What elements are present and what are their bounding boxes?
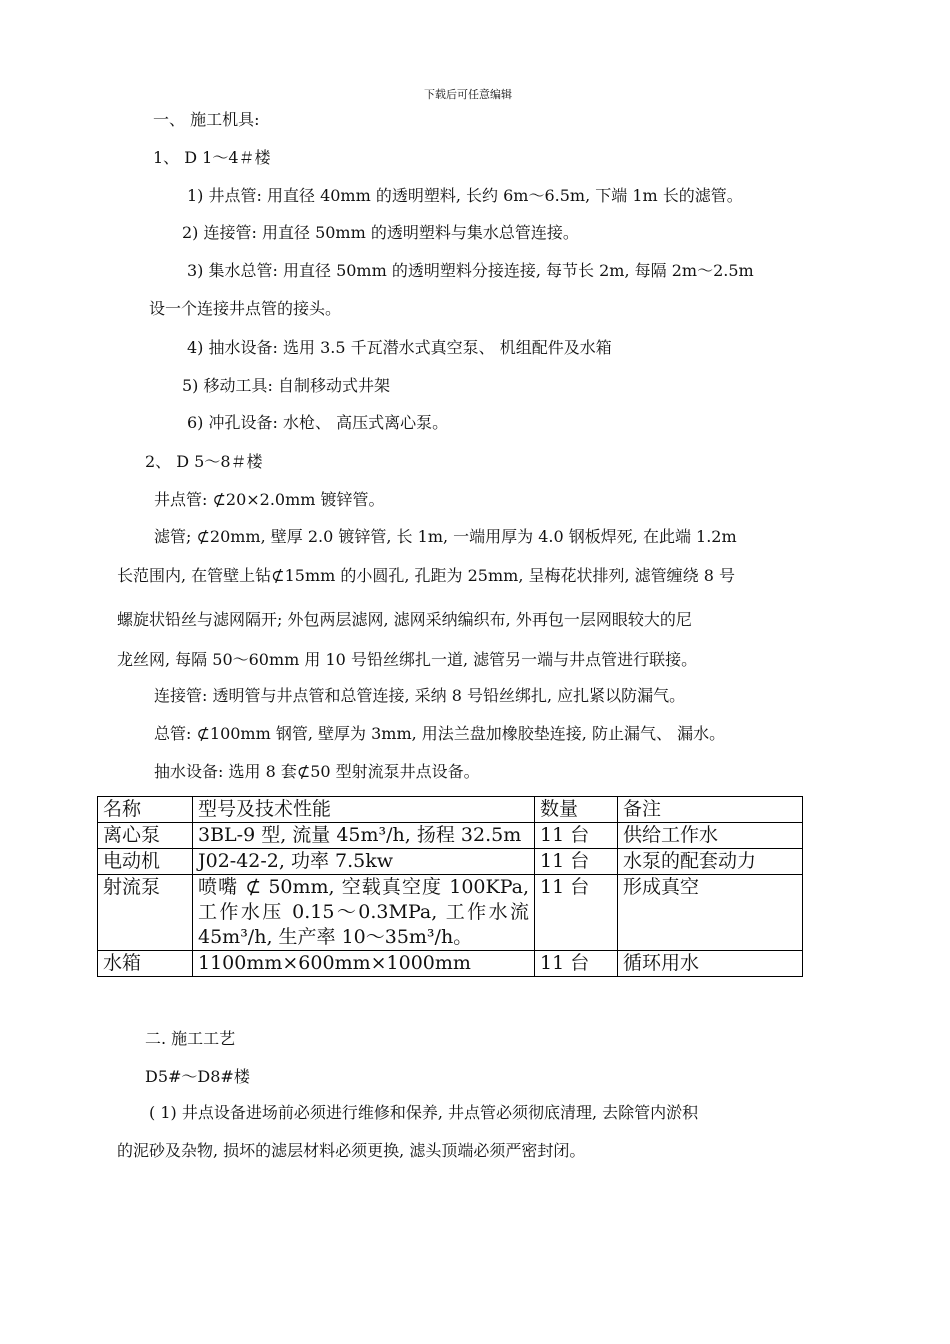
table-cell: J02-42-2, 功率 7.5kw: [193, 849, 535, 875]
table-header-cell: 名称: [98, 797, 193, 823]
paragraph-line: 6) 冲孔设备: 水枪、 高压式离心泵。: [187, 413, 449, 432]
paragraph-line: 井点管: ⊄20×2.0mm 镀锌管。: [154, 490, 385, 509]
table-cell: 11 台: [535, 875, 618, 951]
page-header: 下载后可任意编辑: [424, 88, 512, 101]
table-cell: 11 台: [535, 849, 618, 875]
paragraph-line: 4) 抽水设备: 选用 3.5 千瓦潜水式真空泵、 机组配件及水箱: [187, 338, 612, 357]
table-cell: 循环用水: [618, 951, 803, 977]
table-cell: 射流泵: [98, 875, 193, 951]
table-cell: 水泵的配套动力: [618, 849, 803, 875]
paragraph-line: 螺旋状铅丝与滤网隔开; 外包两层滤网, 滤网采纳编织布, 外再包一层网眼较大的尼: [117, 610, 692, 629]
paragraph-line: 连接管: 透明管与井点管和总管连接, 采纳 8 号铅丝绑扎, 应扎紧以防漏气。: [154, 686, 686, 705]
paragraph-line: 龙丝网, 每隔 50～60mm 用 10 号铅丝绑扎一道, 滤管另一端与井点管进行联接。: [117, 650, 698, 669]
paragraph-line: 设一个连接井点管的接头。: [149, 299, 342, 318]
table-cell: 11 台: [535, 951, 618, 977]
table-cell: 3BL-9 型, 流量 45m³/h, 扬程 32.5m: [193, 823, 535, 849]
table-header-cell: 备注: [618, 797, 803, 823]
section-heading: 一、 施工机具:: [153, 110, 260, 129]
paragraph-line: 的泥砂及杂物, 损坏的滤层材料必须更换, 滤头顶端必须严密封闭。: [117, 1141, 586, 1160]
table-header-cell: 数量: [535, 797, 618, 823]
paragraph-line: 2) 连接管: 用直径 50mm 的透明塑料与集水总管连接。: [182, 223, 579, 242]
subsection-heading: 1、 D 1～4＃楼: [153, 148, 271, 167]
paragraph-line: 5) 移动工具: 自制移动式井架: [182, 376, 390, 395]
table-cell: 离心泵: [98, 823, 193, 849]
table-cell: 水箱: [98, 951, 193, 977]
table-cell: 喷嘴 ⊄ 50mm, 空载真空度 100KPa, 工作水压 0.15～0.3MPa, 工作水流 45m³/h, 生产率 10～35m³/h。: [193, 875, 535, 951]
table-cell: 电动机: [98, 849, 193, 875]
table-row: [98, 951, 803, 977]
paragraph-line: 抽水设备: 选用 8 套⊄50 型射流泵井点设备。: [154, 762, 480, 781]
table-header-row: [98, 797, 803, 823]
table-header-cell: 型号及技术性能: [193, 797, 535, 823]
subsection-heading: 2、 D 5～8＃楼: [145, 452, 263, 471]
paragraph-line: 1) 井点管: 用直径 40mm 的透明塑料, 长约 6m～6.5m, 下端 1m 长的滤管。: [187, 186, 743, 205]
table-row: [98, 875, 803, 951]
table-cell: 供给工作水: [618, 823, 803, 849]
table-row: [98, 849, 803, 875]
subsection-heading: D5#～D8#楼: [145, 1067, 250, 1086]
table-cell: 形成真空: [618, 875, 803, 951]
table-row: [98, 823, 803, 849]
paragraph-line: 长范围内, 在管壁上钻⊄15mm 的小圆孔, 孔距为 25mm, 呈梅花状排列, 滤管缠绕 8 号: [117, 566, 736, 585]
table-cell: 1100mm×600mm×1000mm: [193, 951, 535, 977]
equipment-table: [97, 796, 803, 977]
paragraph-line: 总管: ⊄100mm 钢管, 壁厚为 3mm, 用法兰盘加橡胶垫连接, 防止漏气、 漏水。: [154, 724, 726, 743]
table-cell: 11 台: [535, 823, 618, 849]
paragraph-line: ( 1) 井点设备进场前必须进行维修和保养, 井点管必须彻底清理, 去除管内淤积: [149, 1103, 699, 1122]
paragraph-line: 3) 集水总管: 用直径 50mm 的透明塑料分接连接, 每节长 2m, 每隔 2m～2.5m: [187, 261, 754, 280]
paragraph-line: 滤管; ⊄20mm, 壁厚 2.0 镀锌管, 长 1m, 一端用厚为 4.0 钢板焊死, 在此端 1.2m: [154, 527, 737, 546]
section-heading: 二. 施工工艺: [145, 1029, 236, 1048]
